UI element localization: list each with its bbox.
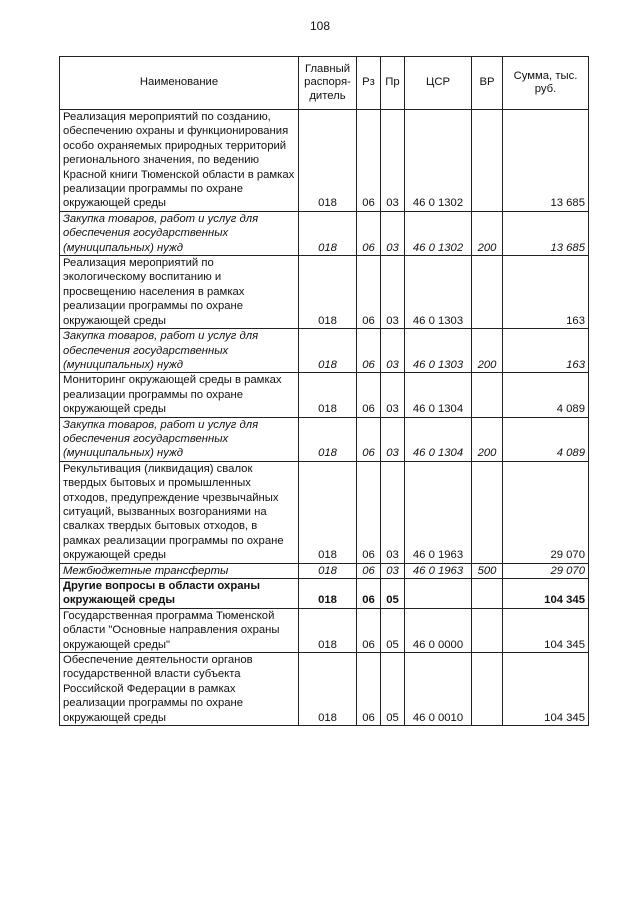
cell-pr: 03: [381, 110, 405, 212]
cell-sum: 163: [503, 329, 589, 373]
cell-pr: 05: [381, 653, 405, 726]
cell-rz: 06: [357, 579, 381, 609]
cell-name: Закупка товаров, работ и услуг для обеспечения государственных (муниципальных) нужд: [60, 329, 299, 373]
cell-sum: 13 685: [503, 110, 589, 212]
cell-admin: 018: [299, 417, 357, 461]
cell-sum: 104 345: [503, 608, 589, 652]
cell-rz: 06: [357, 211, 381, 255]
cell-csr: 46 0 1963: [405, 563, 472, 578]
cell-sum: 29 070: [503, 461, 589, 563]
cell-name: Закупка товаров, работ и услуг для обеспечения государственных (муниципальных) нужд: [60, 211, 299, 255]
cell-admin: 018: [299, 256, 357, 329]
cell-sum: 104 345: [503, 579, 589, 609]
cell-vr: [472, 579, 503, 609]
cell-rz: 06: [357, 461, 381, 563]
cell-pr: 05: [381, 608, 405, 652]
cell-vr: [472, 373, 503, 417]
cell-vr: [472, 256, 503, 329]
cell-pr: 03: [381, 256, 405, 329]
cell-rz: 06: [357, 110, 381, 212]
cell-rz: 06: [357, 417, 381, 461]
cell-rz: 06: [357, 608, 381, 652]
cell-vr: [472, 608, 503, 652]
table-row: [60, 461, 589, 563]
cell-admin: 018: [299, 373, 357, 417]
cell-vr: 200: [472, 329, 503, 373]
cell-pr: 03: [381, 563, 405, 578]
cell-pr: 03: [381, 329, 405, 373]
cell-name: Государственная программа Тюменской области "Основные направления охраны окружающей среды": [60, 608, 299, 652]
cell-rz: 06: [357, 563, 381, 578]
cell-pr: 03: [381, 373, 405, 417]
cell-csr: 46 0 1303: [405, 329, 472, 373]
cell-name: Рекультивация (ликвидация) свалок твердых бытовых и промышленных отходов, предупреждение чрезвычайных ситуаций, вызванных возгораниями на свалках твердых бытовых отходов, в рамках реализации программы по охране окружающей среды: [60, 461, 299, 563]
cell-name: Межбюджетные трансферты: [60, 563, 299, 578]
cell-admin: 018: [299, 653, 357, 726]
cell-csr: 46 0 0010: [405, 653, 472, 726]
table-row: [60, 329, 589, 373]
header-csr: ЦСР: [405, 57, 472, 110]
cell-admin: 018: [299, 211, 357, 255]
table-row: [60, 579, 589, 609]
cell-rz: 06: [357, 256, 381, 329]
cell-csr: 46 0 1304: [405, 417, 472, 461]
cell-name: Реализация мероприятий по созданию, обеспечению охраны и функционирования особо охраняемых природных территорий регионального значения, по ведению Красной книги Тюменской области в рамках реализации программы по охране окружающей среды: [60, 110, 299, 212]
table-header-row: [60, 57, 589, 110]
table-row: [60, 256, 589, 329]
cell-sum: 4 089: [503, 373, 589, 417]
cell-pr: 03: [381, 417, 405, 461]
table-row: [60, 417, 589, 461]
cell-sum: 163: [503, 256, 589, 329]
table-row: [60, 608, 589, 652]
cell-rz: 06: [357, 653, 381, 726]
cell-admin: 018: [299, 563, 357, 578]
table-row: [60, 110, 589, 212]
cell-vr: [472, 653, 503, 726]
cell-csr: 46 0 0000: [405, 608, 472, 652]
table-row: [60, 653, 589, 726]
cell-pr: 05: [381, 579, 405, 609]
cell-sum: 29 070: [503, 563, 589, 578]
header-sum: Сумма, тыс. руб.: [503, 57, 589, 110]
cell-csr: 46 0 1302: [405, 211, 472, 255]
cell-vr: 200: [472, 211, 503, 255]
cell-name: Мониторинг окружающей среды в рамках реализации программы по охране окружающей среды: [60, 373, 299, 417]
cell-csr: 46 0 1963: [405, 461, 472, 563]
table-row: [60, 563, 589, 578]
header-rz: Рз: [357, 57, 381, 110]
page-number: 108: [309, 19, 331, 33]
cell-admin: 018: [299, 461, 357, 563]
cell-csr: 46 0 1304: [405, 373, 472, 417]
cell-admin: 018: [299, 329, 357, 373]
cell-vr: [472, 461, 503, 563]
cell-name: Обеспечение деятельности органов государственной власти субъекта Российской Федерации в рамках реализации программы по охране окружающей среды: [60, 653, 299, 726]
table-row: [60, 211, 589, 255]
header-vr: ВР: [472, 57, 503, 110]
cell-sum: 104 345: [503, 653, 589, 726]
cell-admin: 018: [299, 579, 357, 609]
cell-vr: 500: [472, 563, 503, 578]
cell-vr: 200: [472, 417, 503, 461]
budget-table: [59, 56, 589, 726]
header-pr: Пр: [381, 57, 405, 110]
cell-rz: 06: [357, 329, 381, 373]
header-name: Наименование: [60, 57, 299, 110]
table-row: [60, 373, 589, 417]
cell-name: Другие вопросы в области охраны окружающей среды: [60, 579, 299, 609]
cell-name: Реализация мероприятий по экологическому воспитанию и просвещению населения в рамках реализации программы по охране окружающей среды: [60, 256, 299, 329]
cell-rz: 06: [357, 373, 381, 417]
cell-name: Закупка товаров, работ и услуг для обеспечения государственных (муниципальных) нужд: [60, 417, 299, 461]
header-admin: Главный распоря-дитель: [299, 57, 357, 110]
cell-sum: 4 089: [503, 417, 589, 461]
cell-pr: 03: [381, 461, 405, 563]
cell-pr: 03: [381, 211, 405, 255]
cell-admin: 018: [299, 608, 357, 652]
cell-sum: 13 685: [503, 211, 589, 255]
cell-csr: 46 0 1302: [405, 110, 472, 212]
cell-admin: 018: [299, 110, 357, 212]
cell-csr: [405, 579, 472, 609]
cell-csr: 46 0 1303: [405, 256, 472, 329]
cell-vr: [472, 110, 503, 212]
